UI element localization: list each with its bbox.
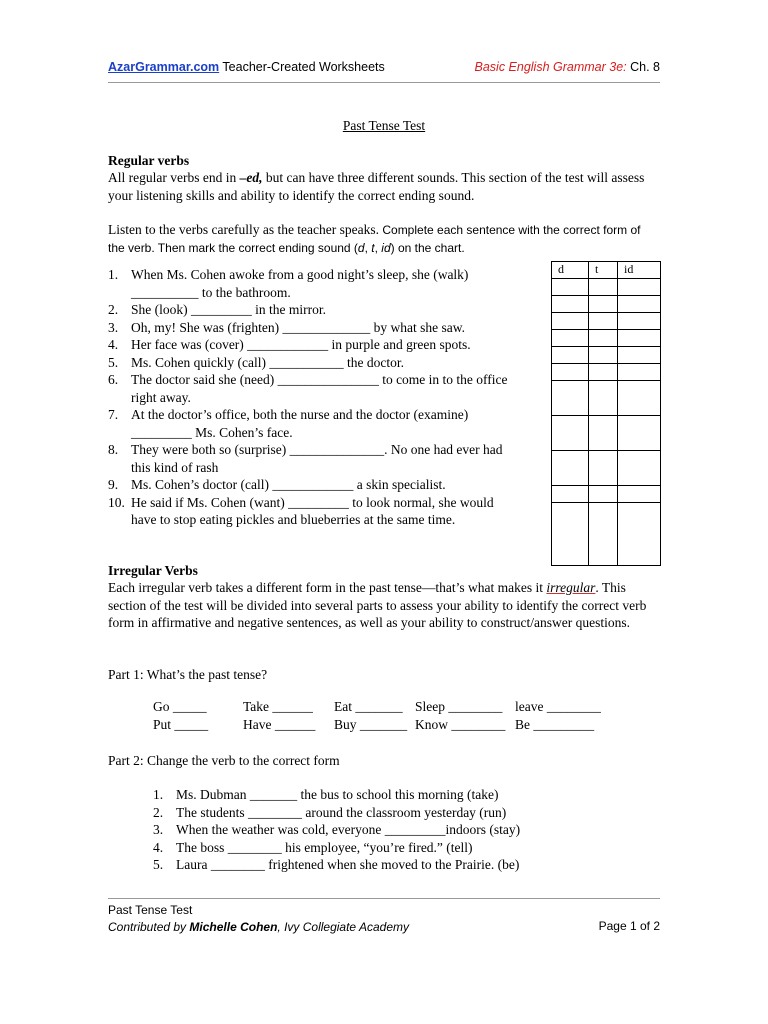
past-tense-blank[interactable]: Buy _______ xyxy=(334,717,408,732)
chart-answer-cell[interactable] xyxy=(552,330,589,347)
footer-divider xyxy=(108,898,660,899)
instructions-serif: Listen to the verbs carefully as the teacher speaks. xyxy=(108,222,380,237)
part2-question-item xyxy=(153,839,623,857)
question-number: 3. xyxy=(108,319,119,335)
chart-answer-cell[interactable] xyxy=(618,486,661,503)
part2-label: Part 2: Change the verb to the correct form xyxy=(108,753,340,768)
question-text: When Ms. Cohen awoke from a good night’s sleep, she (walk) __________ to the bathroom. xyxy=(131,267,469,300)
chart-answer-cell[interactable] xyxy=(589,451,618,486)
chart-answer-cell[interactable] xyxy=(552,364,589,381)
irr-intro-pre: Each irregular verb takes a different form in the past tense—that’s what makes it xyxy=(108,580,547,595)
contrib-prefix: Contributed by xyxy=(108,920,190,934)
question-text: At the doctor’s office, both the nurse and the doctor (examine) _________ Ms. Cohen’s face. xyxy=(131,407,469,440)
chart-answer-cell[interactable] xyxy=(618,451,661,486)
chart-answer-row xyxy=(552,364,661,381)
question-text: She (look) _________ in the mirror. xyxy=(131,302,326,317)
chart-answer-cell[interactable] xyxy=(552,313,589,330)
regular-question-item xyxy=(108,476,518,494)
footer-contributor xyxy=(108,919,660,936)
chart-answer-cell[interactable] xyxy=(589,503,618,566)
page-title: Past Tense Test xyxy=(342,118,426,133)
intro-text-pre: All regular verbs end in xyxy=(108,170,240,185)
regular-question-item xyxy=(108,319,518,337)
author-name: Michelle Cohen xyxy=(189,920,278,934)
chart-answer-cell[interactable] xyxy=(589,486,618,503)
sound-id: id xyxy=(381,241,391,255)
question-text: Oh, my! She was (frighten) _____________ by what she saw. xyxy=(131,319,465,335)
chart-answer-cell[interactable] xyxy=(618,347,661,364)
regular-verbs-heading: Regular verbs xyxy=(108,153,190,168)
question-number: 2. xyxy=(108,302,119,317)
question-number: 7. xyxy=(108,407,119,422)
regular-question-item xyxy=(108,441,518,476)
chart-answer-cell[interactable] xyxy=(589,279,618,296)
part2-questions xyxy=(153,786,623,874)
question-text: Laura ________ frightened when she moved to the Prairie. (be) xyxy=(176,857,520,872)
part2-question-list xyxy=(153,786,623,874)
question-text: He said if Ms. Cohen (want) _________ to look normal, she would have to stop eating pickles and blueberries at the same time. xyxy=(131,494,494,527)
past-tense-blank[interactable]: leave ________ xyxy=(515,699,601,714)
irregular-word: irregular xyxy=(546,580,596,595)
part1-label: Part 1: What’s the past tense? xyxy=(108,667,268,682)
irr-intro-post: . This section of the test will be divided into several parts to assess your ability to identify the correct verb form in affirmative and negative sentences, as well as your ability to construct/answer questions. xyxy=(108,580,647,630)
chart-answer-cell[interactable] xyxy=(618,416,661,451)
question-number: 6. xyxy=(108,372,119,387)
part2-question-item xyxy=(153,821,623,839)
part1-row-2 xyxy=(153,716,673,734)
question-number: 2. xyxy=(153,804,164,820)
question-text: The boss ________ his employee, “you’re fired.” (tell) xyxy=(176,839,473,855)
part2-question-item xyxy=(153,856,623,874)
ending-sound-chart xyxy=(551,261,661,566)
regular-question-item xyxy=(108,354,518,372)
question-text: Her face was (cover) ____________ in purple and green spots. xyxy=(131,337,471,352)
chart-answer-row xyxy=(552,416,661,451)
question-text: They were both so (surprise) ______________. No one had ever had this kind of rash xyxy=(131,442,503,475)
question-number: 9. xyxy=(108,477,119,492)
instructions-sans-1: Complete each sentence with the correct form of the verb. Then mark the correct ending sound ( xyxy=(108,223,641,255)
chart-answer-cell[interactable] xyxy=(589,296,618,313)
regular-question-item xyxy=(108,336,518,354)
chart-header-id: id xyxy=(618,262,661,279)
question-text: Ms. Cohen’s doctor (call) ____________ a skin specialist. xyxy=(131,477,446,492)
azargrammar-link[interactable]: AzarGrammar.com xyxy=(108,60,220,74)
chart-answer-cell[interactable] xyxy=(589,381,618,416)
regular-question-item xyxy=(108,266,518,301)
part1-row-1 xyxy=(153,698,673,716)
irregular-verbs-intro xyxy=(108,579,660,632)
question-text: Ms. Cohen quickly (call) ___________ the doctor. xyxy=(131,354,404,370)
chart-answer-cell[interactable] xyxy=(589,416,618,451)
contrib-affiliation: , Ivy Collegiate Academy xyxy=(277,920,410,934)
regular-question-item xyxy=(108,371,518,406)
intro-ed-suffix: –ed, xyxy=(239,170,263,185)
past-tense-blank[interactable]: Go _____ xyxy=(153,699,207,714)
question-number: 3. xyxy=(153,822,164,837)
chart-header-row xyxy=(552,262,661,279)
chart-answer-cell[interactable] xyxy=(618,503,661,566)
regular-verbs-intro xyxy=(108,169,656,204)
instructions-sans-2: ) on the chart. xyxy=(390,241,465,255)
chart-answer-cell[interactable] xyxy=(552,381,589,416)
chart-answer-row xyxy=(552,381,661,416)
past-tense-blank[interactable]: Take ______ xyxy=(243,699,313,714)
regular-question-list xyxy=(108,266,518,529)
chart-answer-cell[interactable] xyxy=(552,296,589,313)
chart-answer-cell[interactable] xyxy=(552,503,589,566)
chart-answer-cell[interactable] xyxy=(618,296,661,313)
question-text: The doctor said she (need) _______________ to come in to the office right away. xyxy=(131,372,508,405)
chart-answer-cell[interactable] xyxy=(589,330,618,347)
past-tense-blank[interactable]: Have ______ xyxy=(243,717,316,732)
chart-answer-row xyxy=(552,486,661,503)
question-text: The students ________ around the classroom yesterday (run) xyxy=(176,804,507,820)
page-footer xyxy=(108,902,660,936)
question-text: When the weather was cold, everyone _________indoors (stay) xyxy=(176,822,521,837)
question-number: 10. xyxy=(108,494,125,510)
question-text: Ms. Dubman _______ the bus to school this morning (take) xyxy=(176,787,499,802)
chart-answer-cell[interactable] xyxy=(618,313,661,330)
header-divider xyxy=(108,82,660,83)
page-header xyxy=(108,60,660,78)
chart-answer-row xyxy=(552,451,661,486)
question-number: 4. xyxy=(153,839,164,855)
book-chapter: Ch. 8 xyxy=(626,60,660,74)
chart-answer-row xyxy=(552,503,661,566)
regular-verbs-instructions: Listen to the verbs carefully as the teacher speaks. Complete each sentence with the correct form of the verb. Then mark the correct ending sound (d, t, id) on the chart. xyxy=(108,222,641,255)
question-number: 8. xyxy=(108,442,119,457)
chart-answer-cell[interactable] xyxy=(618,381,661,416)
irregular-verbs-heading: Irregular Verbs xyxy=(108,563,198,578)
chart-answer-row xyxy=(552,313,661,330)
past-tense-blank[interactable]: Be _________ xyxy=(515,717,595,732)
part1-verbs xyxy=(153,698,673,734)
question-number: 4. xyxy=(108,337,119,352)
header-right xyxy=(475,60,661,74)
past-tense-blank[interactable]: Put _____ xyxy=(153,717,209,732)
chart-answer-cell[interactable] xyxy=(552,279,589,296)
regular-question-item xyxy=(108,301,518,319)
chart-answer-cell[interactable] xyxy=(552,416,589,451)
chart-answer-cell[interactable] xyxy=(552,451,589,486)
regular-question-item xyxy=(108,406,518,441)
part2-question-item xyxy=(153,804,623,822)
part2-question-item xyxy=(153,786,623,804)
past-tense-blank[interactable]: Sleep ________ xyxy=(415,699,503,714)
chart-answer-cell[interactable] xyxy=(618,279,661,296)
chart-answer-row xyxy=(552,279,661,296)
chart-answer-cell[interactable] xyxy=(552,347,589,364)
sound-t: t xyxy=(371,241,375,255)
chart-answer-cell[interactable] xyxy=(618,330,661,347)
past-tense-blank[interactable]: Eat _______ xyxy=(334,699,403,714)
chart-answer-cell[interactable] xyxy=(589,364,618,381)
chart-header-d: d xyxy=(552,262,589,279)
chart-answer-row xyxy=(552,296,661,313)
chart-header-t: t xyxy=(589,262,618,279)
chart-answer-cell[interactable] xyxy=(618,364,661,381)
question-number: 5. xyxy=(153,857,164,872)
intro-text-post: but can have three different sounds. This section of the test will assess your listening skills and ability to identify the correct ending sound. xyxy=(108,170,645,203)
header-left xyxy=(108,60,385,74)
regular-verbs-questions xyxy=(108,266,518,529)
chart-answer-cell[interactable] xyxy=(589,313,618,330)
footer-title: Past Tense Test xyxy=(108,903,193,917)
question-number: 1. xyxy=(153,787,164,802)
chart-answer-row xyxy=(552,347,661,364)
chart-answer-cell[interactable] xyxy=(589,347,618,364)
chart-answer-cell[interactable] xyxy=(552,486,589,503)
question-number: 5. xyxy=(108,354,119,370)
header-site-text: Teacher-Created Worksheets xyxy=(219,60,385,74)
chart-answer-row xyxy=(552,330,661,347)
question-number: 1. xyxy=(108,267,119,282)
past-tense-blank[interactable]: Know ________ xyxy=(415,717,506,732)
book-title: Basic English Grammar 3e: xyxy=(474,60,627,74)
sound-d: d xyxy=(357,241,365,255)
page-number: Page 1 of 2 xyxy=(598,919,660,933)
regular-question-item xyxy=(108,494,518,529)
